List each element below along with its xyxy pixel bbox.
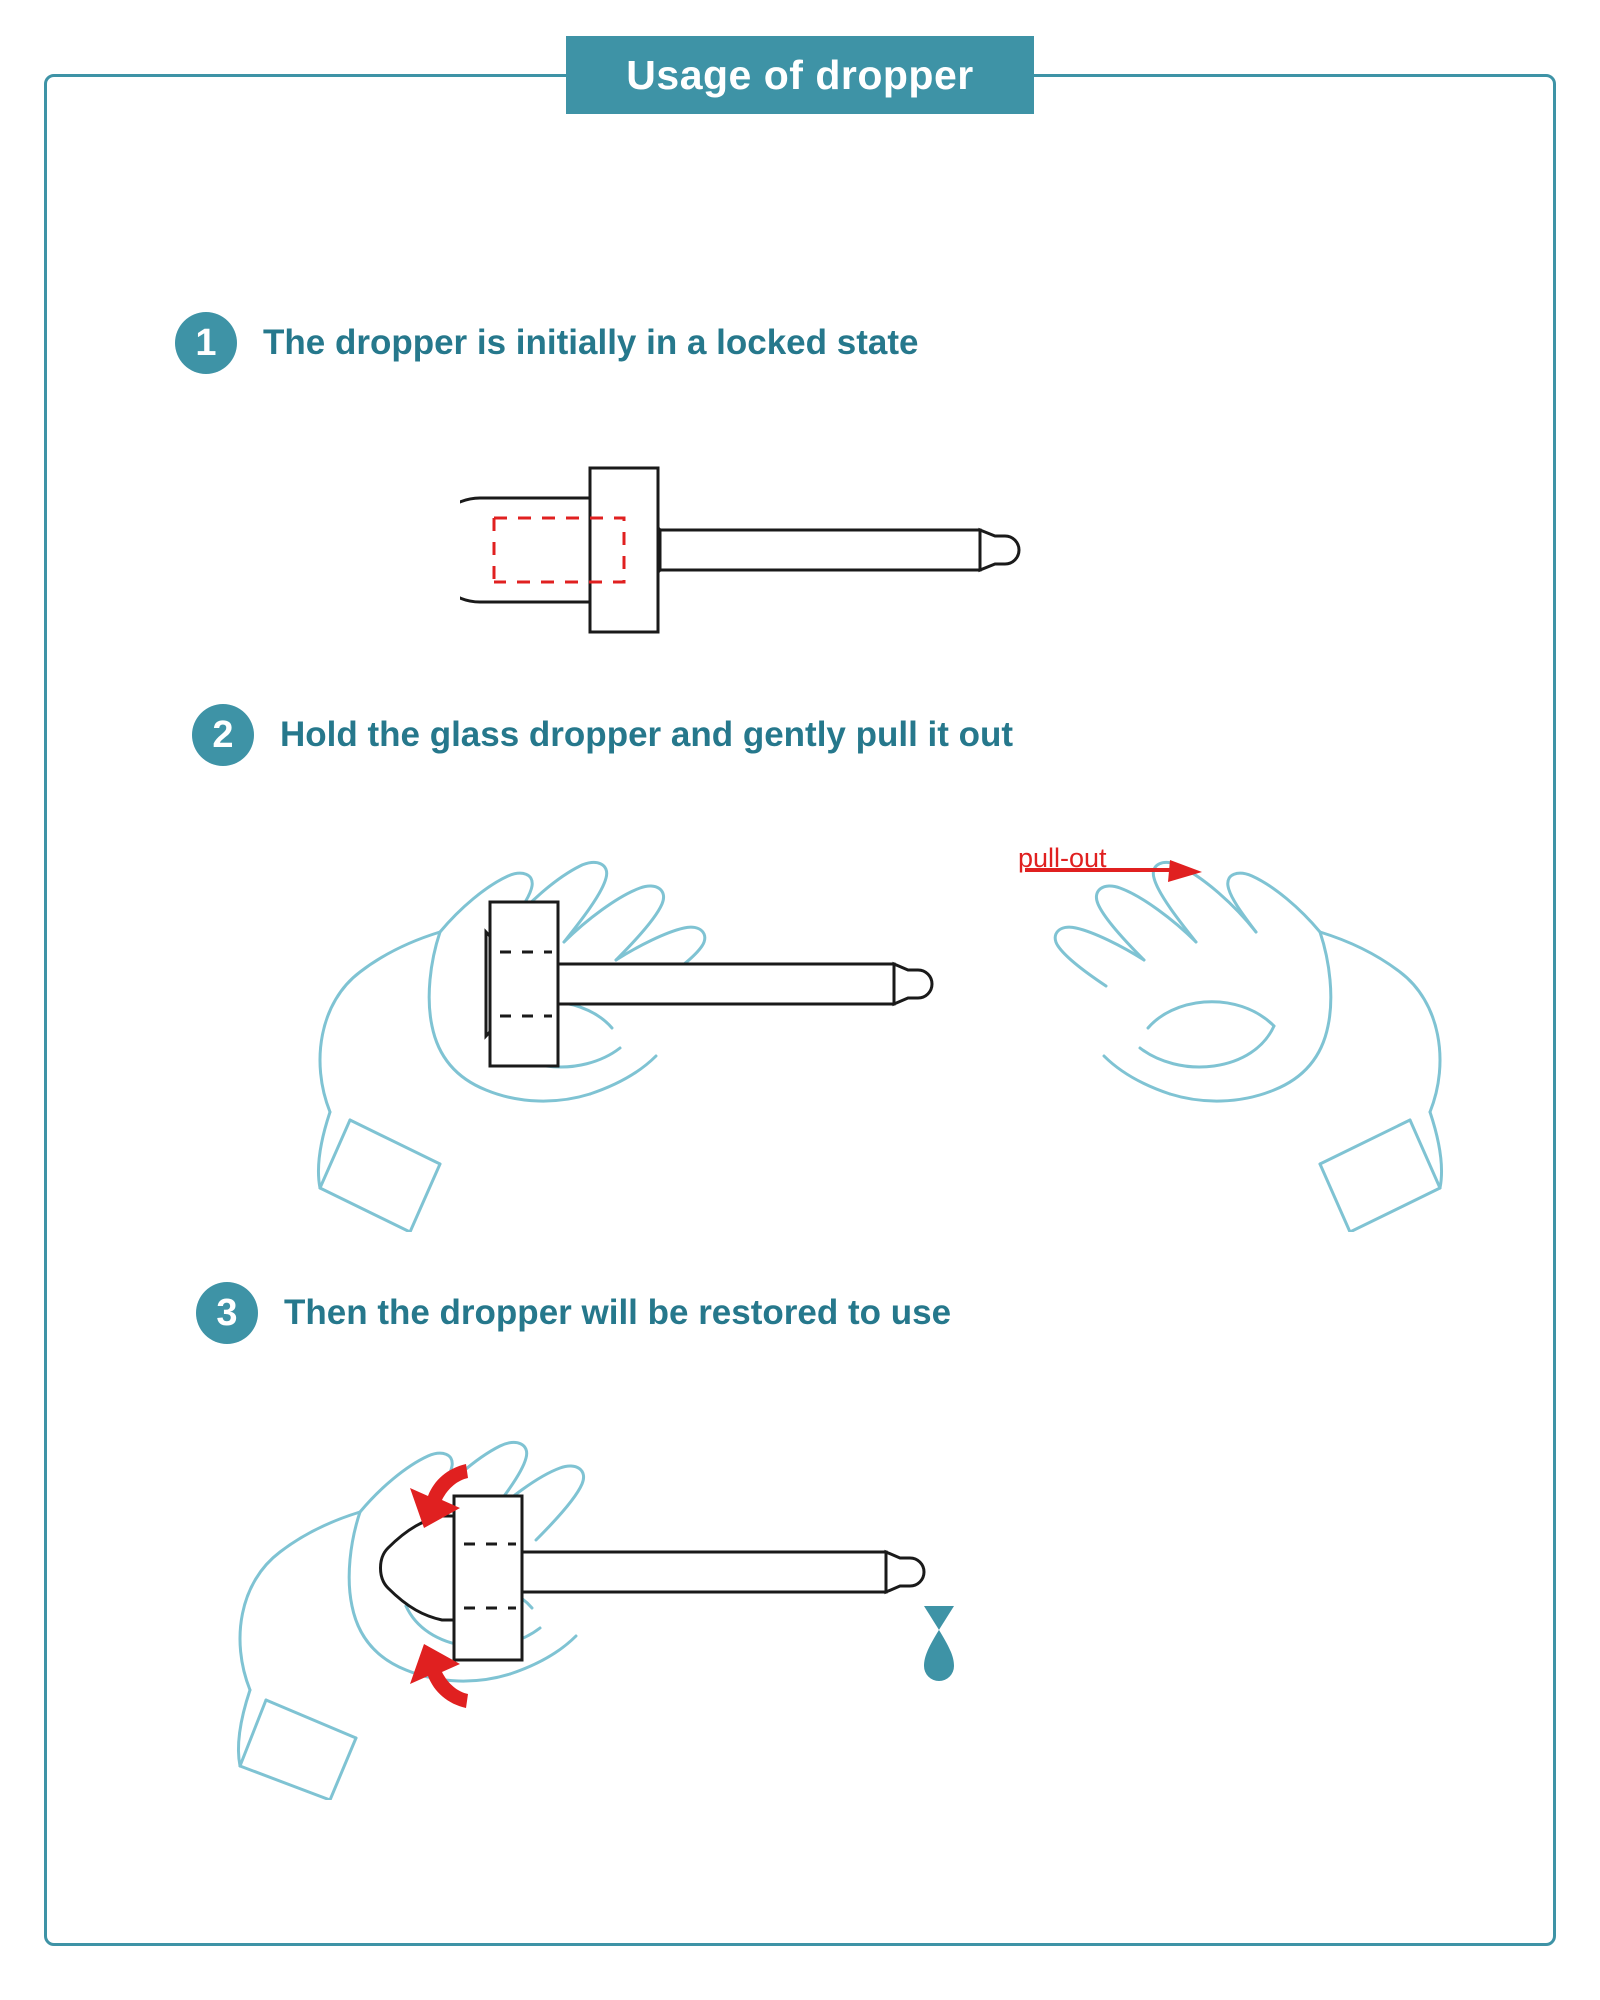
step-3-badge: 3	[196, 1282, 258, 1344]
step-1-header	[175, 312, 918, 374]
two-hands-pulling-dropper-illustration	[290, 812, 1480, 1232]
step-2-label: Hold the glass dropper and gently pull it out	[280, 715, 1014, 754]
step-3-label: Then the dropper will be restored to use	[284, 1293, 952, 1332]
liquid-drop-icon	[924, 1606, 954, 1681]
page-title: Usage of dropper	[626, 51, 974, 98]
pull-out-label: pull-out	[1018, 843, 1107, 873]
step-3-header	[196, 1282, 951, 1344]
hand-squeezing-dropper-illustration	[210, 1400, 1270, 1800]
step-2-badge: 2	[192, 704, 254, 766]
step-2-header	[192, 704, 1013, 766]
title-banner	[566, 36, 1034, 114]
step-1-label: The dropper is initially in a locked state	[263, 323, 919, 362]
dropper-locked-illustration	[460, 460, 1100, 640]
step-1-badge: 1	[175, 312, 237, 374]
